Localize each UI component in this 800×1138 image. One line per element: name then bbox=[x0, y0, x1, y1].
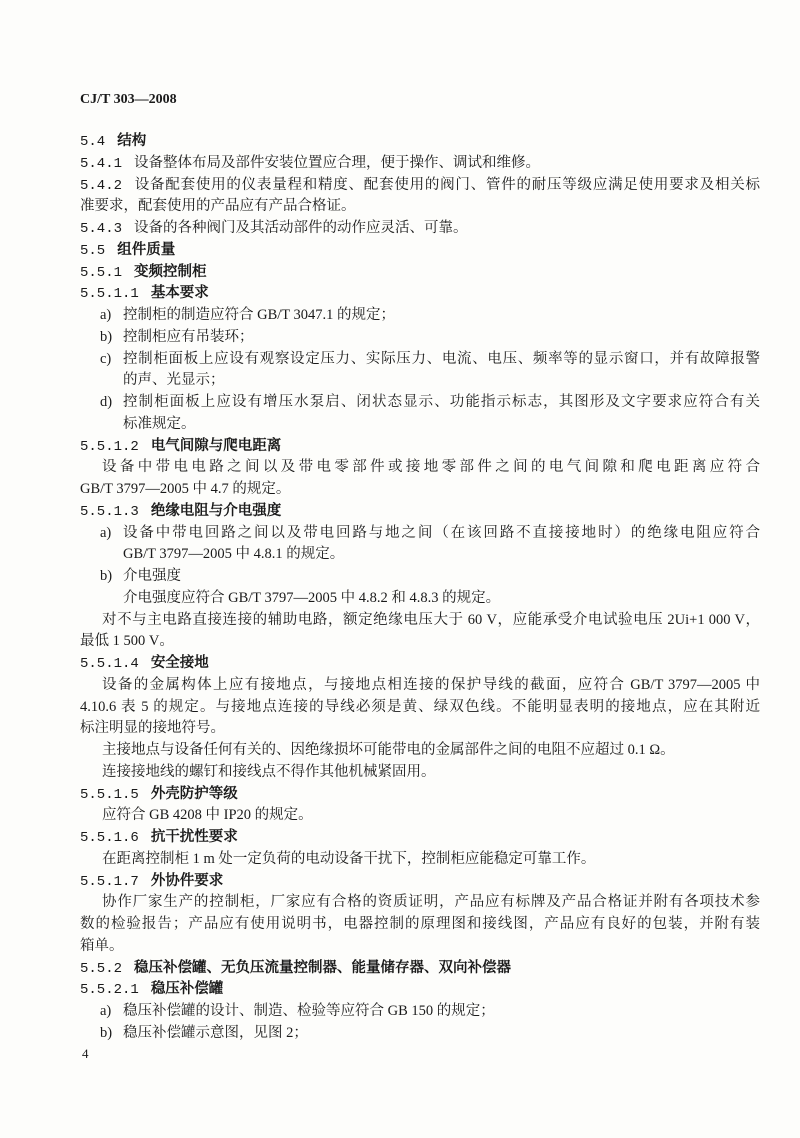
line-text: 控制柜的制造应符合 GB/T 3047.1 的规定； bbox=[123, 307, 396, 323]
line-text: 设备的金属构体上应有接地点，与接地点相连接的保护导线的截面，应符合 GB/T 3797—2005 中 bbox=[102, 676, 760, 693]
line-text: 控制柜面板上应设有增压水泵启、闭状态显示、功能指示标志，其图形及文字要求应符合有关 bbox=[123, 394, 760, 410]
line-text: 数的检验报告；产品应有使用说明书，电器控制的原理图和接线图，产品应有良好的包装，并附有装 bbox=[80, 916, 760, 932]
item-label: a) bbox=[100, 307, 112, 323]
section-title: 电气间隙与爬电距离 bbox=[150, 437, 282, 454]
text-line bbox=[102, 805, 760, 825]
section-title: 组件质量 bbox=[117, 241, 176, 258]
section-number: 5.5.2.1 bbox=[80, 982, 139, 999]
section-number: 5.5.1.2 bbox=[80, 438, 139, 455]
line-text: 协作厂家生产的控制柜，厂家应有合格的资质证明，产品应有标牌及产品合格证并附有各项技术参 bbox=[102, 894, 760, 911]
text-line bbox=[102, 892, 760, 912]
list-item bbox=[100, 327, 760, 347]
list-item bbox=[100, 1001, 760, 1021]
line-text: 介电强度 bbox=[123, 568, 181, 584]
section-number: 5.5 bbox=[80, 242, 106, 259]
page-number: 4 bbox=[82, 1046, 89, 1061]
list-item bbox=[100, 523, 760, 543]
item-label: d) bbox=[100, 394, 113, 410]
section-heading bbox=[80, 653, 760, 673]
item-label: a) bbox=[100, 1003, 112, 1019]
section-number: 5.5.1.4 bbox=[80, 656, 139, 672]
line-text: 设备配套使用的仪表量程和精度、配套使用的阀门、管件的耐压等级应满足使用要求及相关标 bbox=[134, 176, 760, 193]
section-heading bbox=[80, 131, 760, 151]
text-line bbox=[80, 479, 760, 499]
text-line bbox=[102, 849, 760, 869]
line-text: 连接接地线的螺钉和接线点不得作其他机械紧固用。 bbox=[102, 763, 436, 780]
section-number: 5.5.1.7 bbox=[80, 873, 139, 890]
section-number: 5.5.1.5 bbox=[80, 786, 139, 803]
section-number: 5.4.1 bbox=[80, 155, 123, 172]
section-number: 5.4 bbox=[80, 134, 106, 150]
list-item bbox=[100, 349, 760, 369]
text-line bbox=[102, 610, 760, 630]
text-line bbox=[80, 196, 760, 216]
item-label: a) bbox=[100, 524, 112, 541]
line-text: 标准规定。 bbox=[123, 415, 196, 432]
section-title: 变频控制柜 bbox=[134, 263, 207, 280]
line-text: 标注明显的接地符号。 bbox=[80, 720, 225, 737]
line-text: 控制柜应有吊装环； bbox=[123, 328, 254, 345]
line-text: 箱单。 bbox=[80, 937, 124, 954]
section-heading bbox=[80, 871, 760, 891]
item-label: b) bbox=[100, 328, 113, 345]
section-heading bbox=[80, 501, 760, 521]
line-text: GB/T 3797—2005 中 4.8.1 的规定。 bbox=[123, 546, 345, 563]
line-text: 介电强度应符合 GB/T 3797—2005 中 4.8.2 和 4.8.3 的规定。 bbox=[123, 589, 501, 606]
section-number: 5.5.2 bbox=[80, 960, 123, 977]
text-line bbox=[80, 153, 760, 173]
section-title: 安全接地 bbox=[150, 655, 209, 671]
line-text: 4.10.6 表 5 的规定。与接地点连接的导线必须是黄、绿双色线。不能明显表明的接地点，应在其附近 bbox=[80, 698, 760, 715]
line-text: 设备中带电回路之间以及带电回路与地之间（在该回路不直接接地时）的绝缘电阻应符合 bbox=[123, 524, 760, 541]
text-line bbox=[102, 762, 760, 782]
line-text: 设备的各种阀门及其活动部件的动作应灵活、可靠。 bbox=[134, 220, 468, 236]
text-line bbox=[123, 544, 760, 564]
section-number: 5.5.1.3 bbox=[80, 503, 139, 520]
text-line bbox=[80, 631, 760, 651]
item-label: c) bbox=[100, 350, 112, 367]
line-text: 的声、光显示； bbox=[123, 372, 225, 389]
section-title: 稳压补偿罐 bbox=[150, 981, 224, 998]
text-line bbox=[80, 697, 760, 717]
text-line bbox=[123, 588, 760, 608]
text-line bbox=[80, 936, 760, 956]
section-title: 外协件要求 bbox=[150, 872, 224, 889]
line-text: GB/T 3797—2005 中 4.7 的规定。 bbox=[80, 481, 291, 497]
text-line bbox=[102, 457, 760, 477]
section-title: 外壳防护等级 bbox=[150, 785, 238, 802]
line-text: 设备中带电电路之间以及带电零部件或接地零部件之间的电气间隙和爬电距离应符合 bbox=[102, 459, 760, 476]
line-text: 设备整体布局及部件安装位置应合理，便于操作、调试和维修。 bbox=[134, 154, 541, 171]
list-item bbox=[100, 392, 760, 412]
section-heading bbox=[80, 283, 760, 303]
section-number: 5.5.1.1 bbox=[80, 286, 139, 303]
text-line bbox=[80, 914, 760, 934]
section-number: 5.5.1 bbox=[80, 264, 123, 281]
list-item bbox=[100, 1023, 760, 1043]
line-text: 对不与主电路直接连接的辅助电路，额定绝缘电压大于 60 V，应能承受介电试验电压 2Ui+1 000 V， bbox=[102, 611, 760, 628]
text-line bbox=[102, 740, 760, 760]
line-text: 控制柜面板上应设有观察设定压力、实际压力、电流、电压、频率等的显示窗口，并有故障报警 bbox=[123, 350, 760, 367]
section-heading bbox=[80, 827, 760, 847]
text-line bbox=[123, 370, 760, 390]
text-line bbox=[102, 675, 760, 695]
section-number: 5.4.3 bbox=[80, 221, 123, 237]
line-text: 稳压补偿罐示意图，见图 2； bbox=[123, 1024, 308, 1041]
section-heading bbox=[80, 958, 760, 978]
section-heading bbox=[80, 240, 760, 260]
document-header: CJ/T 303—2008 bbox=[80, 92, 177, 107]
item-label: b) bbox=[100, 1024, 113, 1041]
section-number: 5.4.2 bbox=[80, 177, 123, 194]
section-heading bbox=[80, 979, 760, 999]
section-heading bbox=[80, 436, 760, 456]
section-title: 绝缘电阻与介电强度 bbox=[150, 502, 282, 519]
line-text: 稳压补偿罐的设计、制造、检验等应符合 GB 150 的规定； bbox=[123, 1003, 495, 1019]
section-title: 基本要求 bbox=[150, 285, 209, 302]
list-item bbox=[100, 305, 760, 325]
list-item bbox=[100, 566, 760, 586]
text-line bbox=[80, 175, 760, 195]
section-number: 5.5.1.6 bbox=[80, 830, 139, 846]
line-text: 应符合 GB 4208 中 IP20 的规定。 bbox=[102, 807, 313, 824]
line-text: 在距离控制柜 1 m 处一定负荷的电动设备干扰下，控制柜应能稳定可靠工作。 bbox=[102, 850, 596, 867]
section-heading bbox=[80, 262, 760, 282]
line-text: 主接地点与设备任何有关的、因绝缘损坏可能带电的金属部件之间的电阻不应超过 0.1 Ω。 bbox=[102, 742, 675, 758]
section-title: 稳压补偿罐、无负压流量控制器、能量储存器、双向补偿器 bbox=[134, 959, 512, 976]
line-text: 准要求，配套使用的产品应有产品合格证。 bbox=[80, 198, 356, 215]
text-line bbox=[80, 718, 760, 738]
item-label: b) bbox=[100, 568, 113, 584]
section-title: 抗干扰性要求 bbox=[150, 829, 238, 845]
text-line bbox=[80, 218, 760, 238]
line-text: 最低 1 500 V。 bbox=[80, 633, 174, 650]
text-line bbox=[123, 414, 760, 434]
section-heading bbox=[80, 784, 760, 804]
section-title: 结构 bbox=[117, 133, 147, 149]
